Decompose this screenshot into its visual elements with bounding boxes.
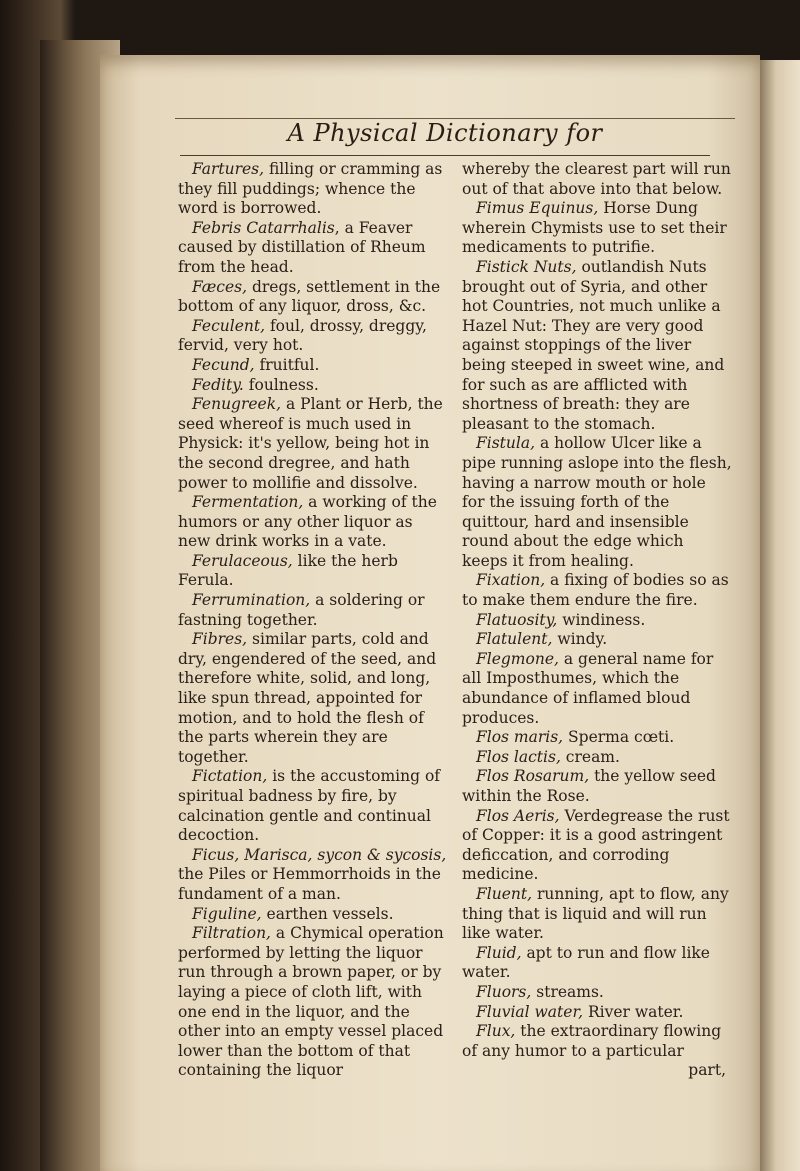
entry-definition: a soldering or fastning together.: [178, 591, 425, 629]
entry-definition: fruitful.: [254, 355, 320, 374]
entry-definition: Sperma cœti.: [563, 728, 675, 747]
entry-definition: , a Feaver caused by distillation of Rheum from the head.: [178, 218, 426, 276]
entry-term: Fictation,: [192, 767, 268, 786]
entry-definition: the Piles or Hemmorrhoids in the fundament of a man.: [178, 865, 441, 903]
entry-term: Fæces,: [192, 277, 248, 296]
dictionary-entry: [462, 748, 732, 768]
left-column: [178, 160, 448, 1081]
dictionary-entry: [178, 846, 448, 905]
entry-definition: is the accustoming of spiritual badness by fire, by calcination gentle and continual decoction.: [178, 767, 441, 845]
entry-term: Fartures,: [192, 160, 265, 178]
entry-term: Ferulaceous,: [192, 551, 293, 570]
entry-term: Fluent,: [476, 884, 533, 903]
dictionary-entry: [178, 591, 448, 630]
dictionary-entry: [462, 611, 732, 631]
entry-definition: streams.: [531, 982, 604, 1001]
entry-definition: filling or cramming as they fill puddings; whence the word is borrowed.: [178, 160, 443, 218]
entry-definition: foulness.: [243, 375, 319, 394]
entry-definition: River water.: [583, 1002, 684, 1021]
page-header: A Physical Dictionary for: [287, 119, 603, 147]
entry-term: Figuline,: [192, 904, 262, 923]
entry-term: Fedity.: [192, 375, 244, 394]
entry-definition: similar parts, cold and dry, engendered of the seed, and therefore white, solid, and long, like spun thread, appointed for motion, and to hold the flesh of the parts wherein they are together.: [178, 630, 437, 766]
dictionary-entry: [462, 807, 732, 885]
entry-term: Fermentation,: [192, 493, 304, 512]
entry-definition: foul, drossy, dreggy, fervid, very hot.: [178, 316, 427, 355]
header-rule: [180, 155, 710, 156]
entry-term: Flos lactis,: [476, 747, 561, 766]
dictionary-entry: [178, 552, 448, 591]
entry-definition: a fixing of bodies so as to make them endure the fire.: [462, 571, 729, 610]
dictionary-entry: [178, 160, 448, 219]
entry-definition: outlandish Nuts brought out of Syria, and other hot Countries, not much unlike a Hazel Nut: They are very good against stoppings of the liver being steeped in sweet wine, and for such as are afflicted with shortness of breath: they are pleasant to the stomach.: [462, 257, 725, 433]
dictionary-entry: [178, 924, 448, 1081]
entry-term: Flatuosity,: [476, 610, 558, 629]
dictionary-entry: [462, 944, 732, 983]
entry-term: Flux,: [476, 1022, 516, 1041]
entry-term: Flatulent,: [476, 630, 553, 649]
entry-term: Flegmone,: [476, 649, 559, 668]
continued-text: whereby the clearest part will run out of that above into that below.: [462, 160, 731, 198]
dictionary-entry: [462, 1003, 732, 1023]
dictionary-entry: [462, 885, 732, 944]
entry-term: Flos Aeris,: [476, 806, 560, 825]
entry-definition: earthen vessels.: [261, 904, 394, 923]
entry-term: Fecund,: [192, 355, 255, 374]
entry-term: Fistick Nuts,: [476, 257, 577, 276]
dictionary-entry: [462, 767, 732, 806]
entry-definition: cream.: [560, 747, 620, 766]
dictionary-entry: [462, 650, 732, 728]
entry-term: Fluors,: [476, 982, 532, 1001]
dictionary-entry: [462, 199, 732, 258]
entry-term: Fenugreek,: [192, 395, 282, 414]
entry-definition: the yellow seed within the Rose.: [462, 767, 716, 805]
dictionary-entry: [462, 434, 732, 571]
entry-definition: apt to run and flow like water.: [462, 943, 710, 982]
dictionary-entry: [178, 905, 448, 925]
dictionary-entry: [178, 767, 448, 845]
entry-definition: windiness.: [557, 610, 646, 629]
entry-term: Flos maris,: [476, 728, 564, 747]
entry-term: Ferrumination,: [192, 591, 311, 610]
right-entries: [462, 199, 732, 1061]
entry-term: Fimus Equinus,: [476, 199, 599, 218]
entry-definition: like the herb Ferula.: [178, 551, 398, 590]
right-column: [462, 160, 732, 1081]
dictionary-entry: [178, 493, 448, 552]
entry-definition: a hollow Ulcer like a pipe running aslope into the flesh, having a narrow mouth or hole for the issuing forth of the quittour, hard and insensible round about the edge which keeps it from healing.: [462, 434, 732, 570]
entry-definition: Verdegrease the rust of Copper: it is a good astringent deficcation, and corroding medicine.: [462, 806, 730, 884]
facing-page-edge: [760, 60, 800, 1171]
dictionary-entry: [178, 278, 448, 317]
dictionary-entry: [178, 219, 448, 278]
entry-term: Filtration,: [192, 924, 271, 943]
entry-term: Ficus, Marisca, sycon & sycosis,: [192, 845, 447, 864]
entry-definition: the extraordinary flowing of any humor to a particular: [462, 1022, 722, 1060]
entry-definition: a Plant or Herb, the seed whereof is much used in Physick: it's yellow, being hot in the second dregree, and hath power to mollifie and dissolve.: [178, 395, 443, 492]
entry-definition: a general name for all Imposthumes, which the abundance of inflamed bloud produces.: [462, 649, 714, 727]
entry-definition: dregs, settlement in the bottom of any liquor, dross, &c.: [178, 277, 441, 316]
dictionary-entry: [462, 571, 732, 610]
dictionary-entry: [178, 630, 448, 767]
entry-definition: a working of the humors or any other liquor as new drink works in a vate.: [178, 493, 437, 551]
dictionary-entry: [462, 258, 732, 434]
entry-definition: running, apt to flow, any thing that is liquid and will run like water.: [462, 884, 729, 943]
dictionary-entry: [462, 630, 732, 650]
entry-definition: a Chymical operation performed by letting the liquor run through a brown paper, or by laying a piece of cloth lift, with one end in the liquor, and the other into an empty vessel placed lower than the bottom of that containing the liquor: [178, 924, 444, 1080]
dictionary-entry: [178, 376, 448, 396]
dictionary-entry: [178, 356, 448, 376]
dictionary-entry: [178, 395, 448, 493]
dictionary-entry: [178, 317, 448, 356]
entry-definition: Horse Dung wherein Chymists use to set their medicaments to putrifie.: [462, 199, 727, 257]
entry-term: Flos Rosarum,: [476, 767, 590, 786]
entry-term: Fixation,: [476, 571, 546, 590]
entry-definition: windy.: [552, 630, 608, 649]
catchword: part,: [688, 1061, 726, 1080]
entry-term: Fistula,: [476, 434, 536, 453]
entry-term: Fibres,: [192, 630, 248, 649]
entry-term: Fluid,: [476, 943, 522, 962]
entry-term: Feculent,: [192, 316, 266, 335]
entry-term: Fluvial water,: [476, 1002, 584, 1021]
entry-term: Febris Catarrhalis: [192, 218, 335, 237]
dictionary-entry: [462, 728, 732, 748]
dictionary-entry: [462, 1022, 732, 1061]
dictionary-entry: [462, 983, 732, 1003]
